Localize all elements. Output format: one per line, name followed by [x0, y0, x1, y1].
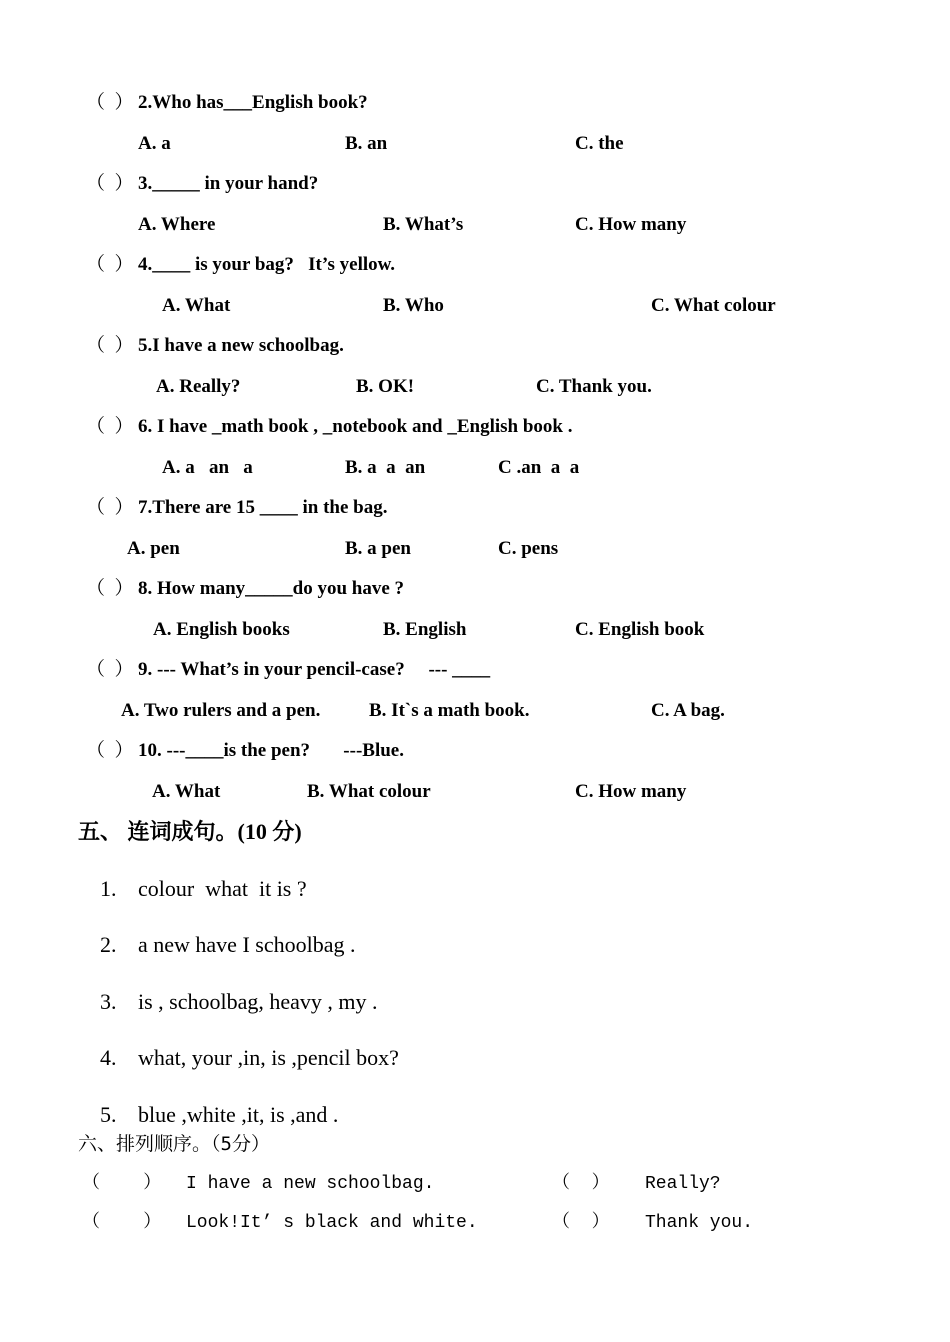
option-a: A. a an a [162, 457, 253, 478]
option-b: B. English [383, 619, 467, 640]
option-b: B. Who [383, 295, 444, 316]
answer-paren: （ ） [86, 92, 134, 113]
option-b: B. It`s a math book. [369, 700, 530, 721]
option-a: A. Really? [156, 376, 241, 397]
question-text: 8. How many_____do you have ? [138, 578, 405, 599]
sentence-number: 5. [100, 1102, 117, 1127]
question-text: 7.There are 15 ____ in the bag. [138, 497, 388, 518]
question-text: 10. ---____is the pen? ---Blue. [138, 740, 404, 761]
option-b: B. a a an [345, 457, 426, 478]
sentence-text: a new have I schoolbag . [138, 932, 356, 957]
answer-paren: （ ） [86, 659, 134, 680]
option-b: B. a pen [345, 538, 411, 559]
sentence-text: is , schoolbag, heavy , my . [138, 989, 378, 1014]
section-title: 六、排列顺序。（5分） [78, 1133, 270, 1155]
answer-paren: （ ） [86, 173, 134, 194]
option-c: C. Thank you. [536, 376, 652, 397]
option-a: A. Where [138, 214, 216, 235]
dialogue-line: Look!It’ s black and white. [186, 1213, 478, 1233]
option-b: B. an [345, 133, 388, 154]
question-text: 4.____ is your bag? It’s yellow. [138, 254, 396, 275]
question-text: 5.I have a new schoolbag. [138, 335, 344, 356]
sentence-number: 3. [100, 989, 117, 1014]
sentence-text: colour what it is ? [138, 876, 307, 901]
sentence-number: 2. [100, 932, 117, 957]
sentence-text: blue ,white ,it, is ,and . [138, 1102, 339, 1127]
answer-paren: （ ） [86, 497, 134, 518]
option-c: C .an a a [498, 457, 580, 478]
dialogue-line: Thank you. [645, 1213, 754, 1233]
dialogue-line: I have a new schoolbag. [186, 1174, 435, 1194]
option-c: C. What colour [651, 295, 776, 316]
order-paren: （ ） [552, 1213, 610, 1233]
answer-paren: （ ） [86, 578, 134, 599]
question-text: 6. I have _math book , _notebook and _English book . [138, 416, 573, 437]
order-paren: （ ） [552, 1174, 610, 1194]
option-b: B. What’s [383, 214, 464, 235]
option-a: A. Two rulers and a pen. [121, 700, 321, 721]
sentence-text: what, your ,in, is ,pencil box? [138, 1045, 399, 1070]
question-text: 2.Who has___English book? [138, 92, 368, 113]
option-c: C. How many [575, 214, 687, 235]
order-paren: （ ） [82, 1174, 162, 1194]
option-c: C. How many [575, 781, 687, 802]
order-paren: （ ） [82, 1213, 162, 1233]
answer-paren: （ ） [86, 416, 134, 437]
option-c: C. A bag. [651, 700, 725, 721]
question-text: 9. --- What’s in your pencil-case? --- ____ [138, 659, 491, 680]
option-a: A. What [162, 295, 231, 316]
option-c: C. pens [498, 538, 559, 559]
sentence-number: 4. [100, 1045, 117, 1070]
option-c: C. the [575, 133, 624, 154]
sentence-number: 1. [100, 876, 117, 901]
answer-paren: （ ） [86, 335, 134, 356]
option-b: B. OK! [356, 376, 415, 397]
option-c: C. English book [575, 619, 705, 640]
option-a: A. a [138, 133, 171, 154]
answer-paren: （ ） [86, 740, 134, 761]
answer-paren: （ ） [86, 254, 134, 275]
option-a: A. pen [127, 538, 180, 559]
section-title: 五、 连词成句。(10 分) [78, 819, 302, 844]
option-a: A. What [152, 781, 221, 802]
dialogue-line: Really? [645, 1174, 721, 1194]
option-a: A. English books [153, 619, 290, 640]
option-b: B. What colour [307, 781, 431, 802]
question-text: 3._____ in your hand? [138, 173, 319, 194]
